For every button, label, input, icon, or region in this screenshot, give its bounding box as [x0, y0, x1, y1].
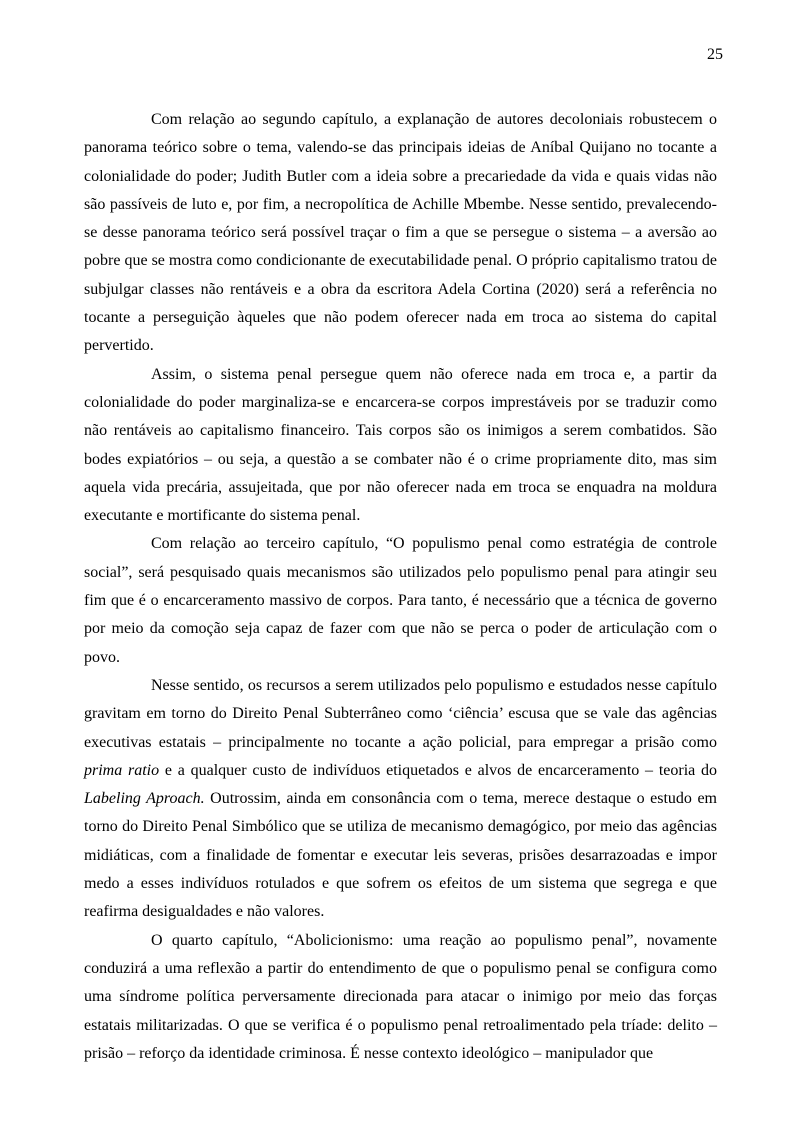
italic-text: Labeling Aproach. [84, 790, 205, 808]
paragraph [84, 672, 717, 927]
text-segment: Outrossim, ainda em consonância com o tema, merece destaque o estudo em torno do Direito Penal Simbólico que se utiliza de mecanismo demagógico, por meio das agências midiáticas, com a finalidade de fomentar e executar leis severas, prisões desarrazoadas e impor medo a esses indivíduos rotulados e que sofrem os efeitos de um sistema que segrega e que reafirma desigualdades e não valores. [84, 790, 718, 921]
paragraph [84, 106, 717, 361]
text-segment: e a qualquer custo de indivíduos etiquetados e alvos de encarceramento – teoria do [159, 761, 718, 779]
paragraph [84, 927, 717, 1068]
text-segment: O quarto capítulo, “Abolicionismo: uma reação ao populismo penal”, novamente conduzirá a uma reflexão a partir do entendimento de que o populismo penal se configura como uma síndrome política perversamente direcionada para atacar o inimigo por meio das forças estatais militarizadas. O que se verifica é o populismo penal retroalimentado pela tríade: delito – prisão – reforço da identidade criminosa. É nesse contexto ideológico – manipulador que [84, 931, 717, 1062]
paragraph [84, 530, 717, 671]
paragraph [84, 361, 717, 531]
text-segment: Nesse sentido, os recursos a serem utilizados pelo populismo e estudados nesse capítulo gravitam em torno do Direito Penal Subterrâneo como ‘ciência’ escusa que se vale das agências executivas estatais – principalmente no tocante a ação policial, para empregar a prisão como [84, 676, 717, 751]
page-number: 25 [707, 46, 723, 63]
text-segment: Assim, o sistema penal persegue quem não oferece nada em troca e, a partir da colonialidade do poder marginaliza-se e encarcera-se corpos imprestáveis por se traduzir como não rentáveis ao capitalismo financeiro. Tais corpos são os inimigos a serem combatidos. São bodes expiatórios – ou seja, a questão a se combater não é o crime propriamente dito, mas sim aquela vida precária, assujeitada, que por não oferecer nada em troca se enquadra na moldura executante e mortificante do sistema penal. [84, 365, 717, 525]
italic-text: prima ratio [84, 761, 160, 779]
document-body [84, 106, 717, 1068]
text-segment: Com relação ao terceiro capítulo, “O populismo penal como estratégia de controle social”, será pesquisado quais mecanismos são utilizados pelo populismo penal para atingir seu fim que é o encarceramento massivo de corpos. Para tanto, é necessário que a técnica de governo por meio da comoção seja capaz de fazer com que não se perca o poder de articulação com o povo. [84, 535, 717, 666]
text-segment: Com relação ao segundo capítulo, a explanação de autores decoloniais robustecem o panorama teórico sobre o tema, valendo-se das principais ideias de Aníbal Quijano no tocante a colonialidade do poder; Judith Butler com a ideia sobre a precariedade da vida e quais vidas não são passíveis de luto e, por fim, a necropolítica de Achille Mbembe. Nesse sentido, prevalecendo-se desse panorama teórico será possível traçar o fim a que se persegue o sistema – a aversão ao pobre que se mostra como condicionante de executabilidade penal. O próprio capitalismo tratou de subjulgar classes não rentáveis e a obra da escritora Adela Cortina (2020) será a referência no tocante a perseguição àqueles que não podem oferecer nada em troca ao sistema do capital pervertido. [84, 111, 717, 355]
